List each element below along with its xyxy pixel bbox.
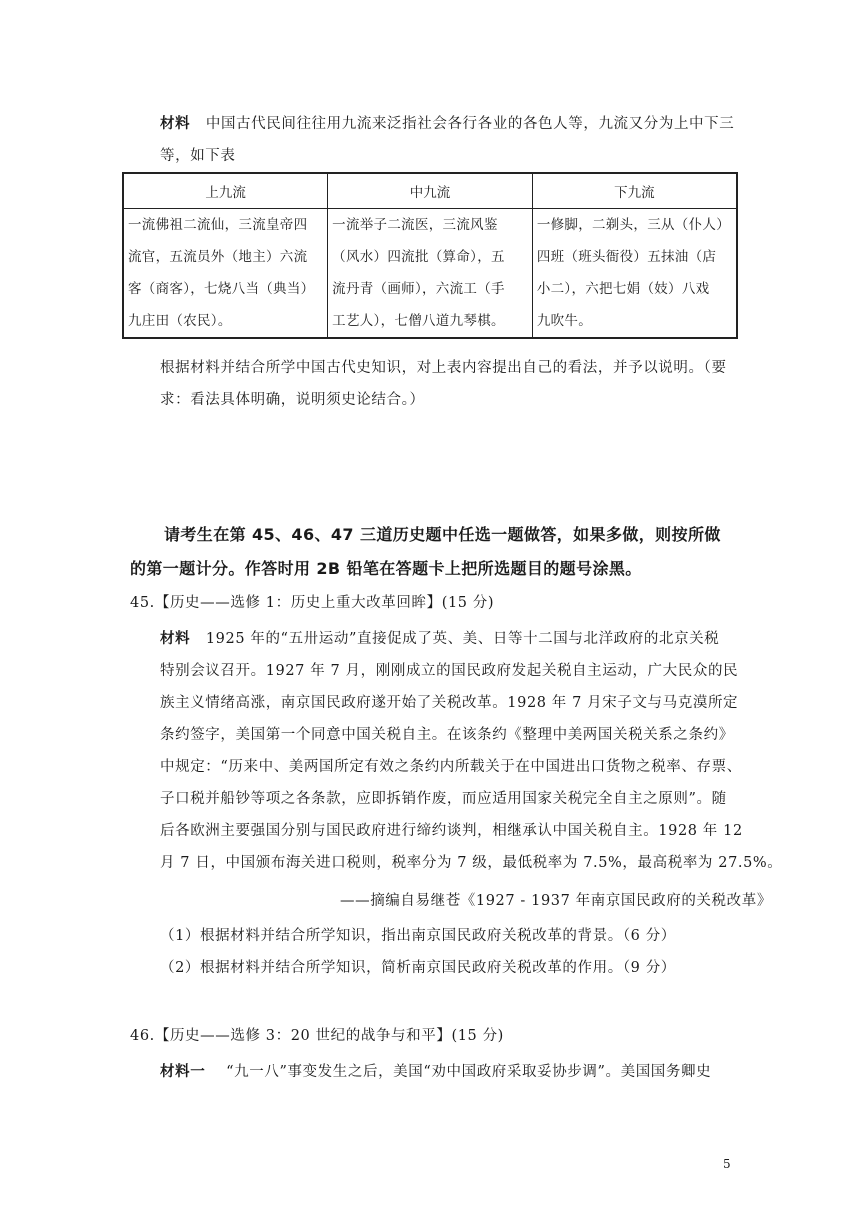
cell-middle xyxy=(328,209,533,339)
cell-line: 客（商客），七烧八当（典当） xyxy=(128,281,315,297)
cell-line: 一流举子二流医，三流风鉴 xyxy=(332,217,498,233)
q45-line-6: 子口税并船钞等项之各条款，应即拆销作废，而应适用国家关税完全自主之原则”。随 xyxy=(160,791,727,807)
cell-line: 流丹青（画师），六流工（手 xyxy=(332,281,505,297)
material-text-1: 中国古代民间往往用九流来泛指社会各行各业的各色人等，九流又分为上中下三 xyxy=(205,116,735,132)
cell-line: 流官，五流员外（地主）六流 xyxy=(128,249,308,265)
cell-lower xyxy=(532,209,737,339)
q46-line-1 xyxy=(160,1060,711,1081)
table-row xyxy=(123,209,737,339)
material-line-1 xyxy=(160,112,734,133)
q45-title: 45.【历史——选修 1：历史上重大改革回眸】(15 分) xyxy=(130,595,495,611)
q45-sub-question-1: （1）根据材料并结合所学知识，指出南京国民政府关税改革的背景。（6 分） xyxy=(160,928,676,944)
q45-line-8: 月 7 日，中国颁布海关进口税则，税率分为 7 级，最低税率为 7.5%，最高税率为 27.5%。 xyxy=(160,855,783,871)
q46-text-1: “九一八”事变发生之后，美国“劝中国政府采取妥协步调”。美国国务卿史 xyxy=(226,1064,712,1080)
cell-line: 四班（班头衙役）五抹油（店 xyxy=(536,249,717,265)
q45-text-1: 1925 年的“五卅运动”直接促成了英、美、日等十二国与北洋政府的北京关税 xyxy=(205,631,720,647)
nine-streams-table xyxy=(122,172,738,339)
q45-line-2: 特别会议召开。1927 年 7 月，刚刚成立的国民政府发起关税自主运动，广大民众的民 xyxy=(160,663,739,679)
q45-source: ——摘编自易继苍《1927 - 1937 年南京国民政府的关税改革》 xyxy=(340,893,772,909)
cell-line: 一修脚，二剃头，三从（仆人） xyxy=(536,217,731,233)
header-middle: 中九流 xyxy=(328,173,533,209)
page-number: 5 xyxy=(723,1157,731,1171)
q45-line-5: 中规定：“历来中、美两国所定有效之条约内所载关于在中国进出口货物之税率、存票、 xyxy=(160,759,742,775)
cell-line: （风水）四流批（算命），五 xyxy=(332,249,505,265)
q46-title: 46.【历史——选修 3：20 世纪的战争与和平】(15 分) xyxy=(130,1028,504,1044)
notice-line-2: 的第一题计分。作答时用 2B 铅笔在答题卡上把所选题目的题号涂黑。 xyxy=(130,559,642,578)
table-header-row xyxy=(123,173,737,209)
cell-line: 九吹牛。 xyxy=(536,313,593,329)
q45-line-4: 条约签字，美国第一个同意中国关税自主。在该条约《整理中美两国关税关系之条约》 xyxy=(160,727,734,743)
requirement-line-1: 根据材料并结合所学中国古代史知识，对上表内容提出自己的看法，并予以说明。（要 xyxy=(160,360,727,376)
q46-material-label: 材料一 xyxy=(160,1063,206,1080)
header-lower: 下九流 xyxy=(532,173,737,209)
notice-line-1: 请考生在第 45、46、47 三道历史题中任选一题做答，如果多做，则按所做 xyxy=(164,525,721,544)
cell-line: 一流佛祖二流仙，三流皇帝四 xyxy=(128,217,308,233)
material-label: 材料 xyxy=(160,115,191,132)
q45-material-label: 材料 xyxy=(160,630,191,647)
requirement-line-2: 求：看法具体明确，说明须史论结合。） xyxy=(160,392,425,408)
cell-upper xyxy=(123,209,328,339)
cell-line: 小二），六把七娟（妓）八戏 xyxy=(536,281,710,297)
q45-line-7: 后各欧洲主要强国分别与国民政府进行缔约谈判，相继承认中国关税自主。1928 年 12 xyxy=(160,823,743,839)
q45-sub-question-2: （2）根据材料并结合所学知识，简析南京国民政府关税改革的作用。（9 分） xyxy=(160,960,676,976)
material-line-2: 等，如下表 xyxy=(160,148,236,164)
header-upper: 上九流 xyxy=(123,173,328,209)
q45-line-3: 族主义情绪高涨，南京国民政府遂开始了关税改革。1928 年 7 月宋子文与马克漠所定 xyxy=(160,695,739,711)
cell-line: 九庄田（农民）。 xyxy=(128,313,232,329)
q45-line-1 xyxy=(160,627,719,648)
cell-line: 工艺人），七僧八道九琴棋。 xyxy=(332,313,505,329)
